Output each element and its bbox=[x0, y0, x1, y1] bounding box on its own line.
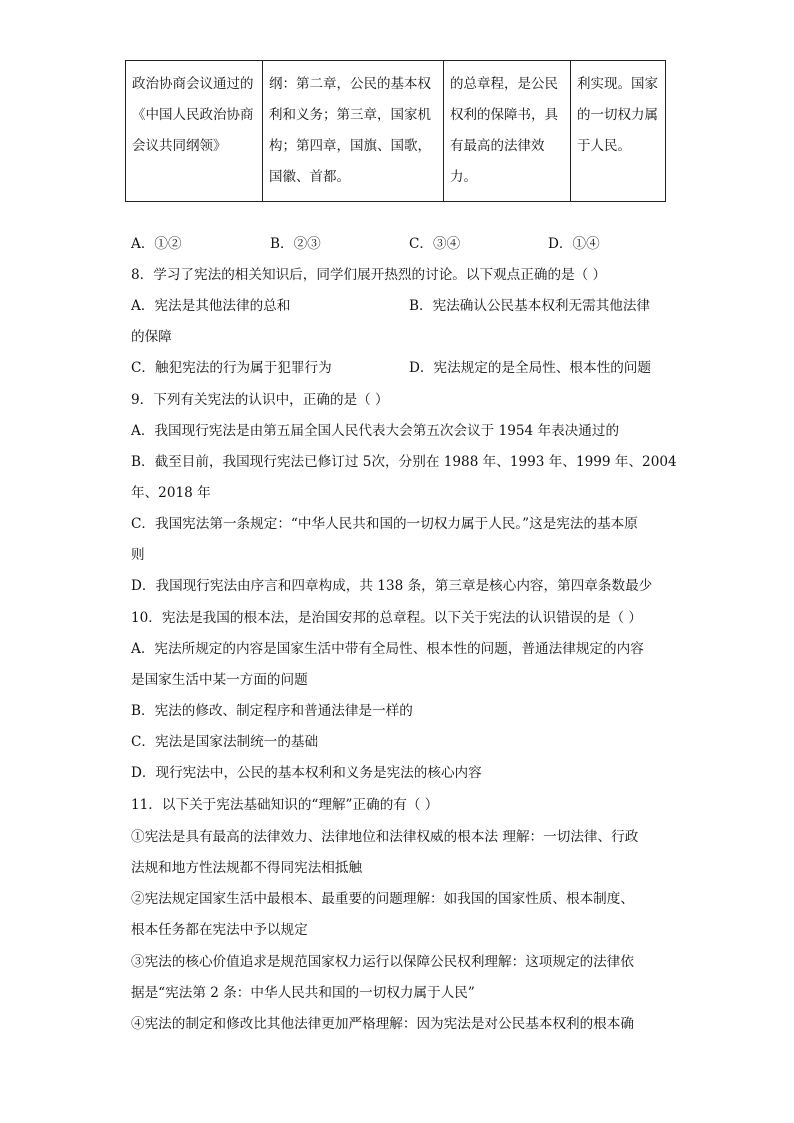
q7-option-c: C．③④ bbox=[409, 236, 461, 252]
q7-option-b: B．②③ bbox=[270, 236, 321, 252]
q10-option-b: B．宪法的修改、制定程序和普通法律是一样的 bbox=[131, 703, 413, 719]
q10-stem: 10．宪法是我国的根本法，是治国安邦的总章程。以下关于宪法的认识错误的是（ ） bbox=[131, 610, 642, 626]
q11-statement-2-continued: 根本任务都在宪法中予以规定 bbox=[131, 922, 308, 938]
constitution-history-table bbox=[125, 60, 666, 202]
q9-option-b-continued: 年、2018 年 bbox=[131, 485, 211, 501]
q8-option-b: B．宪法确认公民基本权利无需其他法律 bbox=[409, 298, 651, 314]
q9-option-b: B．截至目前，我国现行宪法已修订过 5次，分别在 1988 年、1993 年、1999 年、2004 bbox=[131, 454, 677, 470]
q11-statement-1-continued: 法规和地方性法规都不得同宪法相抵触 bbox=[131, 860, 363, 876]
q10-option-c: C．宪法是国家法制统一的基础 bbox=[131, 734, 319, 750]
table-row bbox=[126, 61, 666, 202]
table-cell: 利实现。国家的一切权力属于人民。 bbox=[571, 61, 666, 202]
q9-option-a: A．我国现行宪法是由第五届全国人民代表大会第五次会议于 1954 年表决通过的 bbox=[131, 423, 620, 439]
table-cell: 纲：第二章，公民的基本权利和义务；第三章，国家机构；第四章，国旗、国歌，国徽、首都。 bbox=[263, 61, 444, 202]
q9-stem: 9．下列有关宪法的认识中，正确的是（ ） bbox=[131, 392, 389, 408]
q11-statement-3: ③宪法的核心价值追求是规范国家权力运行以保障公民权利理解：这项规定的法律依 bbox=[131, 954, 634, 970]
table-cell: 的总章程，是公民权利的保障书，具有最高的法律效力。 bbox=[444, 61, 571, 202]
q10-option-a-continued: 是国家生活中某一方面的问题 bbox=[131, 672, 308, 688]
q7-option-d: D．①④ bbox=[548, 236, 600, 252]
q9-option-c-continued: 则 bbox=[131, 547, 145, 563]
table-cell: 政治协商会议通过的《中国人民政治协商会议共同纲领》 bbox=[126, 61, 263, 202]
q8-option-c: C．触犯宪法的行为属于犯罪行为 bbox=[131, 360, 332, 376]
q11-statement-3-continued: 据是“宪法第 2 条：中华人民共和国的一切权力属于人民” bbox=[131, 985, 475, 1001]
q10-option-d: D．现行宪法中，公民的基本权利和义务是宪法的核心内容 bbox=[131, 765, 482, 781]
q9-option-d: D．我国现行宪法由序言和四章构成，共 138 条，第三章是核心内容，第四章条数最少 bbox=[131, 578, 653, 594]
q9-option-c: C．我国宪法第一条规定：“中华人民共和国的一切权力属于人民。”这是宪法的基本原 bbox=[131, 516, 638, 532]
q11-stem: 11．以下关于宪法基础知识的“理解”正确的有（ ） bbox=[131, 797, 439, 813]
q11-statement-1: ①宪法是具有最高的法律效力、法律地位和法律权威的根本法 理解：一切法律、行政 bbox=[131, 829, 639, 845]
q7-option-a: A．①② bbox=[131, 236, 182, 252]
q8-stem: 8．学习了宪法的相关知识后，同学们展开热烈的讨论。以下观点正确的是（ ） bbox=[131, 267, 607, 283]
q8-option-b-continued: 的保障 bbox=[131, 329, 172, 345]
q10-option-a: A．宪法所规定的内容是国家生活中带有全局性、根本性的问题，普通法律规定的内容 bbox=[131, 641, 644, 657]
q11-statement-2: ②宪法规定国家生活中最根本、最重要的问题理解：如我国的国家性质、根本制度、 bbox=[131, 891, 634, 907]
q11-statement-4: ④宪法的制定和修改比其他法律更加严格理解：因为宪法是对公民基本权利的根本确 bbox=[131, 1016, 634, 1032]
q8-option-d: D．宪法规定的是全局性、根本性的问题 bbox=[409, 360, 651, 376]
q8-option-a: A．宪法是其他法律的总和 bbox=[131, 298, 291, 314]
